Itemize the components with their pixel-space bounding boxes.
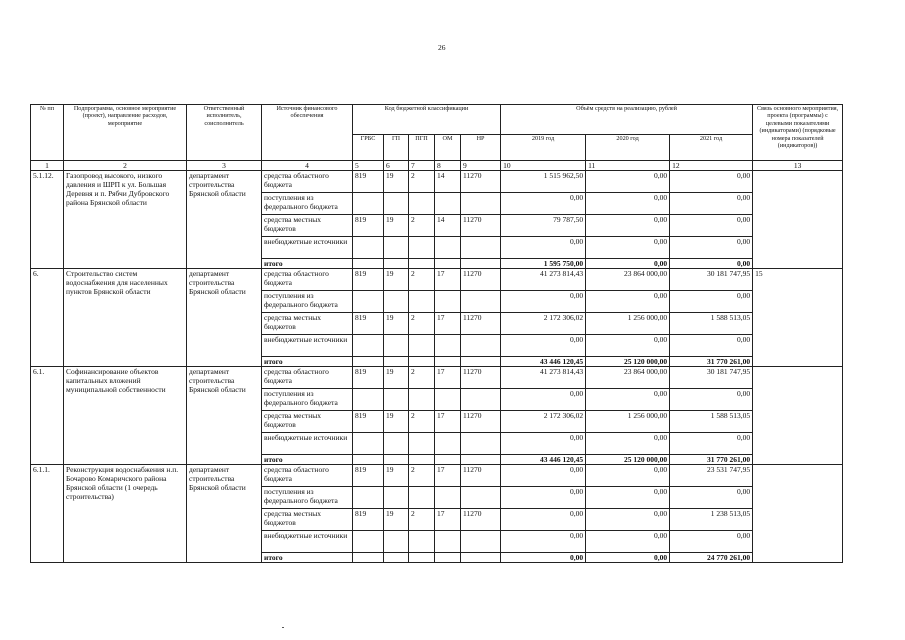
code-gp — [384, 357, 409, 367]
code-grbs — [353, 291, 384, 313]
code-gp: 19 — [384, 509, 409, 531]
header-budget-code: Код бюджетной классификации — [353, 105, 501, 135]
code-gp — [384, 389, 409, 411]
amount-y2019: 0,00 — [501, 389, 586, 411]
code-gp: 19 — [384, 215, 409, 237]
amount-y2021: 30 181 747,95 — [670, 269, 753, 291]
amount-y2019: 0,00 — [501, 509, 586, 531]
amount-y2021: 30 181 747,95 — [670, 367, 753, 389]
code-grbs: 819 — [353, 269, 384, 291]
header-grbs: ГРБС — [353, 135, 384, 161]
funding-source: средства местных бюджетов — [262, 313, 353, 335]
indicator-link: 15 — [753, 269, 843, 367]
row-number: 5.1.12. — [31, 171, 64, 269]
code-gp: 19 — [384, 367, 409, 389]
code-pgp — [409, 335, 435, 357]
code-grbs — [353, 455, 384, 465]
code-gp — [384, 455, 409, 465]
code-grbs: 819 — [353, 215, 384, 237]
code-pgp — [409, 487, 435, 509]
code-nr — [461, 455, 501, 465]
header-2020: 2020 год — [586, 135, 670, 161]
funding-source: внебюджетные источники — [262, 237, 353, 259]
code-grbs — [353, 487, 384, 509]
code-nr: 11270 — [461, 509, 501, 531]
code-nr — [461, 291, 501, 313]
code-om — [435, 455, 461, 465]
code-om — [435, 531, 461, 553]
funding-source: средства местных бюджетов — [262, 509, 353, 531]
code-om: 17 — [435, 367, 461, 389]
row-number: 6.1.1. — [31, 465, 64, 563]
code-nr: 11270 — [461, 215, 501, 237]
code-om — [435, 389, 461, 411]
amount-y2020: 25 120 000,00 — [586, 357, 670, 367]
code-nr: 11270 — [461, 367, 501, 389]
code-om: 17 — [435, 411, 461, 433]
amount-y2021: 1 588 513,05 — [670, 411, 753, 433]
code-om — [435, 291, 461, 313]
code-grbs — [353, 259, 384, 269]
code-nr: 11270 — [461, 411, 501, 433]
amount-y2021: 1 588 513,05 — [670, 313, 753, 335]
amount-y2019: 2 172 306,02 — [501, 313, 586, 335]
amount-y2020: 0,00 — [586, 531, 670, 553]
budget-sheet — [30, 104, 843, 563]
funding-source: поступления из федерального бюджета — [262, 193, 353, 215]
header-pgp: ПГП — [409, 135, 435, 161]
code-gp — [384, 259, 409, 269]
amount-y2021: 24 770 261,00 — [670, 553, 753, 563]
amount-y2021: 0,00 — [670, 531, 753, 553]
code-nr — [461, 335, 501, 357]
code-om: 17 — [435, 269, 461, 291]
code-om — [435, 335, 461, 357]
code-pgp: 2 — [409, 509, 435, 531]
col-index: 6 — [384, 161, 409, 171]
amount-y2020: 0,00 — [586, 237, 670, 259]
budget-table — [30, 104, 843, 563]
header-link: Связь основного мероприятия, проекта (программы) с целевыми показателями (индикаторами) (порядковые номера показателей (индикаторов)) — [753, 105, 843, 161]
col-index: 10 — [501, 161, 586, 171]
code-om — [435, 259, 461, 269]
amount-y2019: 0,00 — [501, 465, 586, 487]
code-grbs: 819 — [353, 411, 384, 433]
funding-source: итого — [262, 259, 353, 269]
code-grbs — [353, 193, 384, 215]
code-pgp — [409, 433, 435, 455]
header-2019: 2019 год — [501, 135, 586, 161]
amount-y2020: 0,00 — [586, 171, 670, 193]
code-nr: 11270 — [461, 313, 501, 335]
funding-source: средства областного бюджета — [262, 367, 353, 389]
header-num: № пп — [31, 105, 64, 161]
code-grbs: 819 — [353, 313, 384, 335]
amount-y2020: 23 864 000,00 — [586, 269, 670, 291]
code-nr: 11270 — [461, 171, 501, 193]
code-gp — [384, 531, 409, 553]
amount-y2020: 25 120 000,00 — [586, 455, 670, 465]
amount-y2019: 0,00 — [501, 237, 586, 259]
amount-y2019: 1 595 750,00 — [501, 259, 586, 269]
code-grbs — [353, 433, 384, 455]
code-gp — [384, 433, 409, 455]
program-name: Строительство систем водоснабжения для населенных пунктов Брянской области — [64, 269, 187, 367]
amount-y2019: 41 273 814,43 — [501, 269, 586, 291]
code-pgp — [409, 389, 435, 411]
code-gp — [384, 237, 409, 259]
col-index: 9 — [461, 161, 501, 171]
code-nr — [461, 553, 501, 563]
amount-y2020: 0,00 — [586, 433, 670, 455]
code-gp — [384, 193, 409, 215]
code-grbs: 819 — [353, 367, 384, 389]
header-executor: Ответственный исполнитель, соисполнитель — [187, 105, 262, 161]
amount-y2020: 0,00 — [586, 487, 670, 509]
amount-y2021: 31 770 261,00 — [670, 455, 753, 465]
row-number: 6. — [31, 269, 64, 367]
indicator-link — [753, 367, 843, 465]
header-2021: 2021 год — [670, 135, 753, 161]
code-grbs — [353, 237, 384, 259]
code-om: 17 — [435, 465, 461, 487]
funding-source: итого — [262, 553, 353, 563]
col-index: 1 — [31, 161, 64, 171]
funding-source: средства областного бюджета — [262, 269, 353, 291]
code-gp — [384, 291, 409, 313]
code-pgp — [409, 259, 435, 269]
amount-y2019: 1 515 962,50 — [501, 171, 586, 193]
amount-y2019: 0,00 — [501, 193, 586, 215]
code-nr — [461, 259, 501, 269]
funding-source: средства местных бюджетов — [262, 215, 353, 237]
code-om — [435, 487, 461, 509]
header-om: ОМ — [435, 135, 461, 161]
amount-y2019: 0,00 — [501, 433, 586, 455]
code-om: 14 — [435, 171, 461, 193]
code-gp: 19 — [384, 411, 409, 433]
col-index: 8 — [435, 161, 461, 171]
amount-y2020: 0,00 — [586, 389, 670, 411]
code-om — [435, 357, 461, 367]
col-index: 7 — [409, 161, 435, 171]
program-name: Газопровод высокого, низкого давления и ШРП к ул. Большая Деревня и п. Рябчи Дубровского района Брянской области — [64, 171, 187, 269]
amount-y2021: 31 770 261,00 — [670, 357, 753, 367]
table-row — [31, 367, 843, 389]
amount-y2019: 41 273 814,43 — [501, 367, 586, 389]
amount-y2019: 79 787,50 — [501, 215, 586, 237]
table-row — [31, 171, 843, 193]
indicator-link — [753, 171, 843, 269]
col-index: 3 — [187, 161, 262, 171]
funding-source: средства областного бюджета — [262, 465, 353, 487]
code-nr: 11270 — [461, 269, 501, 291]
program-name: Реконструкция водоснабжения н.п. Бочарово Комаричского района Брянской области (1 очередь строительства) — [64, 465, 187, 563]
code-pgp: 2 — [409, 411, 435, 433]
code-pgp: 2 — [409, 171, 435, 193]
code-grbs — [353, 531, 384, 553]
amount-y2019: 0,00 — [501, 335, 586, 357]
amount-y2021: 0,00 — [670, 291, 753, 313]
code-pgp — [409, 193, 435, 215]
amount-y2021: 0,00 — [670, 487, 753, 509]
code-om — [435, 193, 461, 215]
amount-y2020: 0,00 — [586, 509, 670, 531]
code-grbs — [353, 553, 384, 563]
code-pgp — [409, 357, 435, 367]
col-index: 4 — [262, 161, 353, 171]
code-grbs: 819 — [353, 509, 384, 531]
code-om — [435, 433, 461, 455]
funding-source: поступления из федерального бюджета — [262, 487, 353, 509]
amount-y2020: 0,00 — [586, 259, 670, 269]
funding-source: средства областного бюджета — [262, 171, 353, 193]
code-grbs: 819 — [353, 465, 384, 487]
code-om — [435, 553, 461, 563]
funding-source: итого — [262, 455, 353, 465]
code-pgp: 2 — [409, 269, 435, 291]
code-nr: 11270 — [461, 465, 501, 487]
code-nr — [461, 389, 501, 411]
code-gp — [384, 487, 409, 509]
code-pgp: 2 — [409, 215, 435, 237]
amount-y2021: 0,00 — [670, 193, 753, 215]
code-pgp: 2 — [409, 367, 435, 389]
code-om: 17 — [435, 509, 461, 531]
header-nr: НР — [461, 135, 501, 161]
executor-name: департамент строительства Брянской области — [187, 171, 262, 269]
amount-y2020: 0,00 — [586, 193, 670, 215]
amount-y2021: 0,00 — [670, 389, 753, 411]
col-index: 2 — [64, 161, 187, 171]
table-body — [31, 171, 843, 563]
amount-y2020: 0,00 — [586, 335, 670, 357]
amount-y2020: 0,00 — [586, 465, 670, 487]
executor-name: департамент строительства Брянской области — [187, 465, 262, 563]
code-gp: 19 — [384, 313, 409, 335]
page-number: 26 — [438, 43, 446, 52]
code-nr — [461, 487, 501, 509]
amount-y2021: 0,00 — [670, 259, 753, 269]
header-source: Источник финансового обеспечения — [262, 105, 353, 161]
amount-y2021: 0,00 — [670, 215, 753, 237]
executor-name: департамент строительства Брянской области — [187, 269, 262, 367]
amount-y2021: 0,00 — [670, 237, 753, 259]
amount-y2020: 1 256 000,00 — [586, 313, 670, 335]
col-index: 11 — [586, 161, 670, 171]
funding-source: внебюджетные источники — [262, 531, 353, 553]
amount-y2019: 43 446 120,45 — [501, 357, 586, 367]
code-pgp: 2 — [409, 313, 435, 335]
code-nr — [461, 357, 501, 367]
code-gp: 19 — [384, 465, 409, 487]
code-om: 17 — [435, 313, 461, 335]
code-nr — [461, 237, 501, 259]
code-nr — [461, 433, 501, 455]
amount-y2020: 1 256 000,00 — [586, 411, 670, 433]
code-nr — [461, 531, 501, 553]
amount-y2019: 0,00 — [501, 553, 586, 563]
code-grbs — [353, 389, 384, 411]
code-pgp — [409, 455, 435, 465]
amount-y2021: 0,00 — [670, 335, 753, 357]
scan-mark — [282, 627, 284, 628]
code-grbs — [353, 335, 384, 357]
code-grbs: 819 — [353, 171, 384, 193]
amount-y2020: 0,00 — [586, 215, 670, 237]
amount-y2021: 0,00 — [670, 433, 753, 455]
amount-y2020: 0,00 — [586, 291, 670, 313]
code-om: 14 — [435, 215, 461, 237]
col-index: 5 — [353, 161, 384, 171]
table-row — [31, 269, 843, 291]
code-nr — [461, 193, 501, 215]
executor-name: департамент строительства Брянской области — [187, 367, 262, 465]
amount-y2020: 0,00 — [586, 553, 670, 563]
code-pgp — [409, 553, 435, 563]
amount-y2019: 43 446 120,45 — [501, 455, 586, 465]
code-gp: 19 — [384, 269, 409, 291]
funding-source: поступления из федерального бюджета — [262, 389, 353, 411]
code-pgp — [409, 237, 435, 259]
funding-source: внебюджетные источники — [262, 335, 353, 357]
amount-y2019: 0,00 — [501, 291, 586, 313]
code-pgp — [409, 291, 435, 313]
amount-y2019: 0,00 — [501, 531, 586, 553]
amount-y2019: 2 172 306,02 — [501, 411, 586, 433]
funding-source: итого — [262, 357, 353, 367]
indicator-link — [753, 465, 843, 563]
code-om — [435, 237, 461, 259]
amount-y2021: 0,00 — [670, 171, 753, 193]
row-number: 6.1. — [31, 367, 64, 465]
code-gp — [384, 335, 409, 357]
funding-source: средства местных бюджетов — [262, 411, 353, 433]
col-index: 13 — [753, 161, 843, 171]
amount-y2020: 23 864 000,00 — [586, 367, 670, 389]
code-gp: 19 — [384, 171, 409, 193]
table-row — [31, 465, 843, 487]
funding-source: внебюджетные источники — [262, 433, 353, 455]
code-gp — [384, 553, 409, 563]
header-program: Подпрограмма, основное мероприятие (проект), направление расходов, мероприятие — [64, 105, 187, 161]
amount-y2021: 23 531 747,95 — [670, 465, 753, 487]
program-name: Софинансирование объектов капитальных вложений муниципальной собственности — [64, 367, 187, 465]
col-index: 12 — [670, 161, 753, 171]
amount-y2019: 0,00 — [501, 487, 586, 509]
column-index-row — [31, 161, 843, 171]
amount-y2021: 1 238 513,05 — [670, 509, 753, 531]
header-gp: ГП — [384, 135, 409, 161]
code-pgp: 2 — [409, 465, 435, 487]
header-volume: Объём средств на реализацию, рублей — [501, 105, 753, 135]
code-pgp — [409, 531, 435, 553]
code-grbs — [353, 357, 384, 367]
funding-source: поступления из федерального бюджета — [262, 291, 353, 313]
